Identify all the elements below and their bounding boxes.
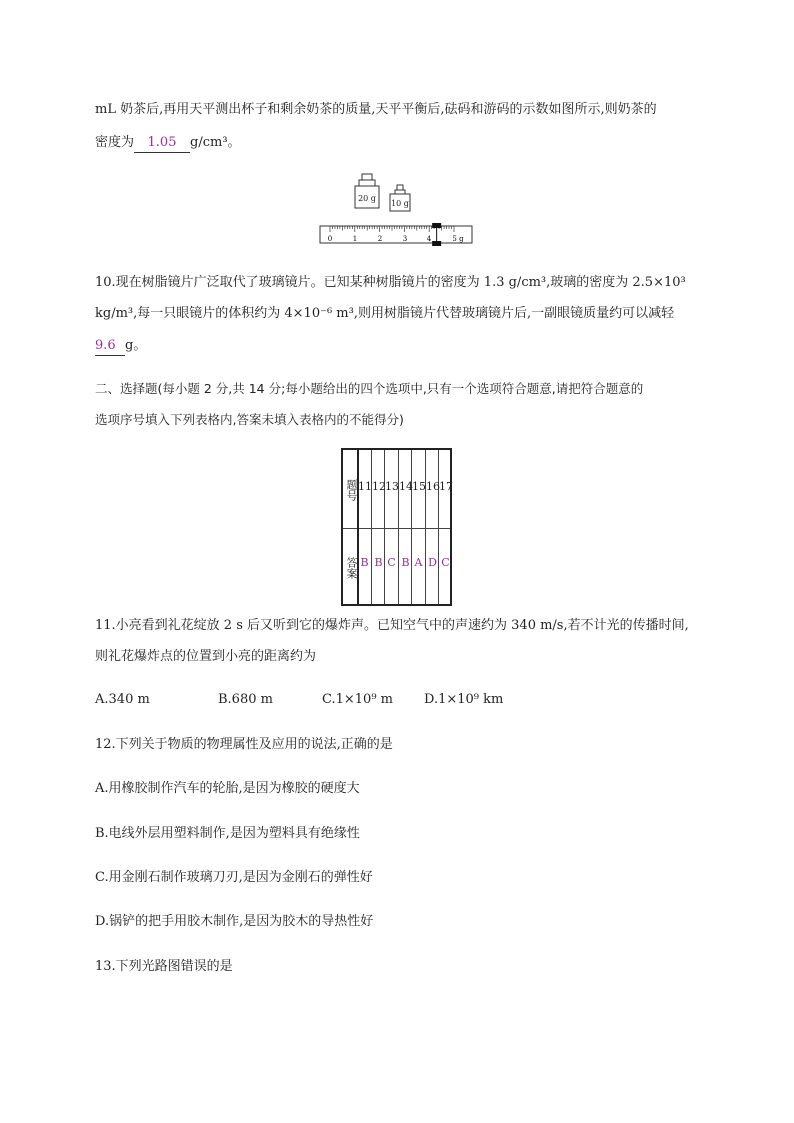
q11-text-line1: 11.小亮看到礼花绽放 2 s 后又听到它的爆炸声。已知空气中的声速约为 340 m/s,若不计光的传播时间, [95,618,689,633]
table-answer-cell: C [387,556,396,569]
table-row-divider [343,528,450,529]
table-col-divider [438,450,439,604]
table-answer-cell: B [360,556,369,569]
table-answer-cell: C [441,556,450,569]
weight-20g [355,174,379,208]
q9-line2-prefix: 密度为 [95,135,135,150]
table-col-divider [371,450,372,604]
table-question-number: 12 [372,480,386,493]
scale-label-4: 4 [426,235,432,243]
section2-heading-line2: 选项序号填入下列表格内,答案未填入表格内的不能得分) [95,412,404,427]
scale-label-0: 0 [327,235,333,243]
q10-text-line2: kg/m³,每一只眼镜片的体积约为 4×10⁻⁶ m³,则用树脂镜片代替玻璃镜片后,一副眼镜质量约可以减轻 [95,306,675,321]
q13-stem: 13.下列光路图错误的是 [95,959,233,974]
table-answer-cell: B [401,556,410,569]
weight-20g-label: 20 g [358,194,376,203]
q11-option-a: A.340 m [95,692,150,707]
answer-table [341,448,452,606]
balance-figure [318,172,476,248]
table-question-number: 15 [412,480,426,493]
table-answer-cell: B [374,556,383,569]
weight-10g [390,185,410,211]
q9-text-line1: mL 奶茶后,再用天平测出杯子和剩余奶茶的质量,天平平衡后,砝码和游码的示数如图所示,则奶茶的 [95,102,657,117]
q9-line2-suffix: g/cm³。 [190,135,241,150]
q12-option-a: A.用橡胶制作汽车的轮胎,是因为橡胶的硬度大 [95,781,360,796]
q11-text-line2: 则礼花爆炸点的位置到小亮的距离约为 [95,649,317,664]
q10-unit: g。 [125,338,147,353]
q11-option-c: C.1×10⁹ m [322,692,393,707]
q11-option-b: B.680 m [218,692,273,707]
scale-label-3: 3 [402,235,408,243]
table-question-number: 13 [385,480,399,493]
table-question-number: 14 [399,480,413,493]
q9-answer: 1.05 [134,134,190,153]
table-question-number: 17 [439,480,453,493]
table-row-label-question: 题号 [345,479,358,501]
table-answer-cell: D [428,556,437,569]
q9-text-line2 [95,134,241,153]
table-col-divider [425,450,426,604]
q12-option-c: C.用金刚石制作玻璃刀刃,是因为金刚石的弹性好 [95,870,373,885]
table-col-divider [411,450,412,604]
q11-option-d: D.1×10⁹ km [424,692,504,707]
table-answer-cell: A [414,556,423,569]
scale-label-2: 2 [377,235,383,243]
weight-10g-label: 10 g [391,199,409,208]
scale-label-5: 5 g [452,235,464,243]
table-row-label-answer: 答案 [345,557,358,579]
q12-option-b: B.电线外层用塑料制作,是因为塑料具有绝缘性 [95,826,360,841]
section2-heading-line1: 二、选择题(每小题 2 分,共 14 分;每小题给出的四个选项中,只有一个选项符合题意,请把符合题意的 [95,381,644,396]
q10-answer: 9.6 [95,337,125,356]
q10-text-line3 [95,337,146,356]
q10-text-line1: 10.现在树脂镜片广泛取代了玻璃镜片。已知某种树脂镜片的密度为 1.3 g/cm³,玻璃的密度为 2.5×10³ [95,275,686,290]
table-question-number: 11 [358,480,372,493]
table-col-divider [357,450,359,604]
scale-label-1: 1 [352,235,358,243]
table-col-divider [398,450,399,604]
q12-option-d: D.锅铲的把手用胶木制作,是因为胶木的导热性好 [95,914,374,929]
table-col-divider [384,450,385,604]
q12-stem: 12.下列关于物质的物理属性及应用的说法,正确的是 [95,737,393,752]
table-question-number: 16 [426,480,440,493]
